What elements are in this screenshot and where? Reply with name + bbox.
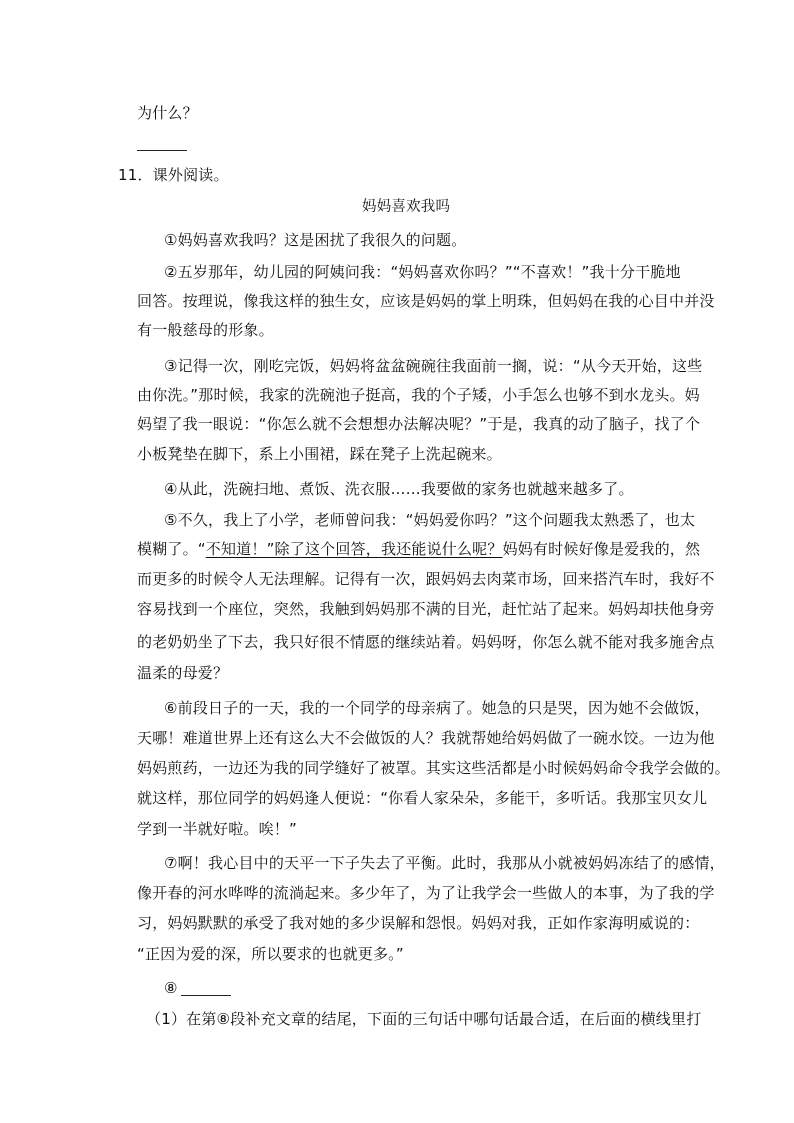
prev-answer-blank[interactable]: [137, 150, 187, 151]
underlined-sentence: 不知道！”除了这个回答，我还能说什么呢？: [205, 540, 503, 558]
paragraph-3-line: ③记得一次，刚吃完饭，妈妈将盆盆碗碗往我面前一搁，说：“从今天开始，这些: [164, 357, 703, 375]
paragraph-5-text: 模糊了。“: [137, 540, 206, 558]
paragraph-8-answer-blank[interactable]: [181, 995, 231, 996]
paragraph-5-line: 容易找到一个座位，突然，我触到妈妈那不满的目光，赶忙站了起来。妈妈却扶他身旁: [137, 600, 715, 618]
paragraph-5-line: [137, 538, 700, 560]
paragraph-5-line: ⑤不久，我上了小学，老师曾问我：“妈妈爱你吗？”这个问题我太熟悉了，也太: [164, 511, 696, 529]
paragraph-4: ④从此，洗碗扫地、煮饭、洗衣服……我要做的家务也就越来越多了。: [164, 480, 634, 498]
prev-question-tail: 为什么？: [137, 104, 198, 122]
paragraph-8-label: ⑧: [164, 979, 178, 997]
paragraph-7-line: ⑦啊！我心目中的天平一下子失去了平衡。此时，我那从小就被妈妈冻结了的感情，: [164, 854, 725, 872]
paragraph-3-line: 妈望了我一眼说：“你怎么就不会想想办法解决呢？”于是，我真的动了脑子，找了个: [137, 415, 701, 433]
paragraph-6-line: 学到一半就好啦。唉！”: [137, 820, 297, 838]
question-11-label: 11．课外阅读。: [118, 166, 229, 184]
paragraph-7-line: 习，妈妈默默的承受了我对她的多少误解和怨恨。妈妈对我，正如作家海明威说的：: [137, 914, 700, 932]
paragraph-6-line: 妈妈煎药，一边还为我的同学缝好了被罩。其实这些活都是小时候妈妈命令我学会做的。: [137, 759, 730, 777]
paragraph-2-line: 有一般慈母的形象。: [137, 321, 274, 339]
paragraph-5-line: 的老奶奶坐了下去，我只好很不情愿的继续站着。妈妈呀，你怎么就不能对我多施舍点: [137, 633, 715, 651]
paragraph-2-line: 回答。按理说，像我这样的独生女，应该是妈妈的掌上明珠，但妈妈在我的心目中并没: [137, 292, 715, 310]
paragraph-7-line: “正因为爱的深，所以要求的也就更多。”: [137, 945, 404, 963]
sub-question-1: （1）在第⑧段补充文章的结尾，下面的三句话中哪句话最合适，在后面的横线里打: [146, 1010, 702, 1028]
paragraph-6-line: 就这样，那位同学的妈妈逢人便说：“你看人家朵朵，多能干，多听话。我那宝贝女儿: [137, 789, 708, 807]
paragraph-5-line: 而更多的时候令人无法理解。记得有一次，跟妈妈去肉菜市场，回来搭汽车时，我好不: [137, 570, 715, 588]
paragraph-1: ①妈妈喜欢我吗？这是困扰了我很久的问题。: [164, 231, 467, 249]
paragraph-5-line: 温柔的母爱？: [137, 664, 229, 682]
paragraph-6-line: 天哪！难道世界上还有这么大不会做饭的人？我就帮她给妈妈做了一碗水饺。一边为他: [137, 729, 715, 747]
paragraph-2-line: ②五岁那年，幼儿园的阿姨问我：“妈妈喜欢你吗？”“不喜欢！”我十分干脆地: [164, 263, 681, 281]
paragraph-7-line: 像开春的河水哗哗的流淌起来。多少年了，为了让我学会一些做人的本事，为了我的学: [137, 884, 715, 902]
paragraph-3-line: 由你洗。”那时候，我家的洗碗池子挺高，我的个子矮，小手怎么也够不到水龙头。妈: [137, 386, 700, 404]
article-title: 妈妈喜欢我吗: [362, 199, 451, 215]
paragraph-6-line: ⑥前段日子的一天，我的一个同学的母亲病了。她急的只是哭，因为她不会做饭，: [164, 699, 710, 717]
paragraph-3-line: 小板凳垫在脚下，系上小围裙，踩在凳子上洗起碗来。: [137, 445, 502, 463]
paragraph-5-text: 妈妈有时候好像是爱我的，然: [502, 540, 701, 558]
